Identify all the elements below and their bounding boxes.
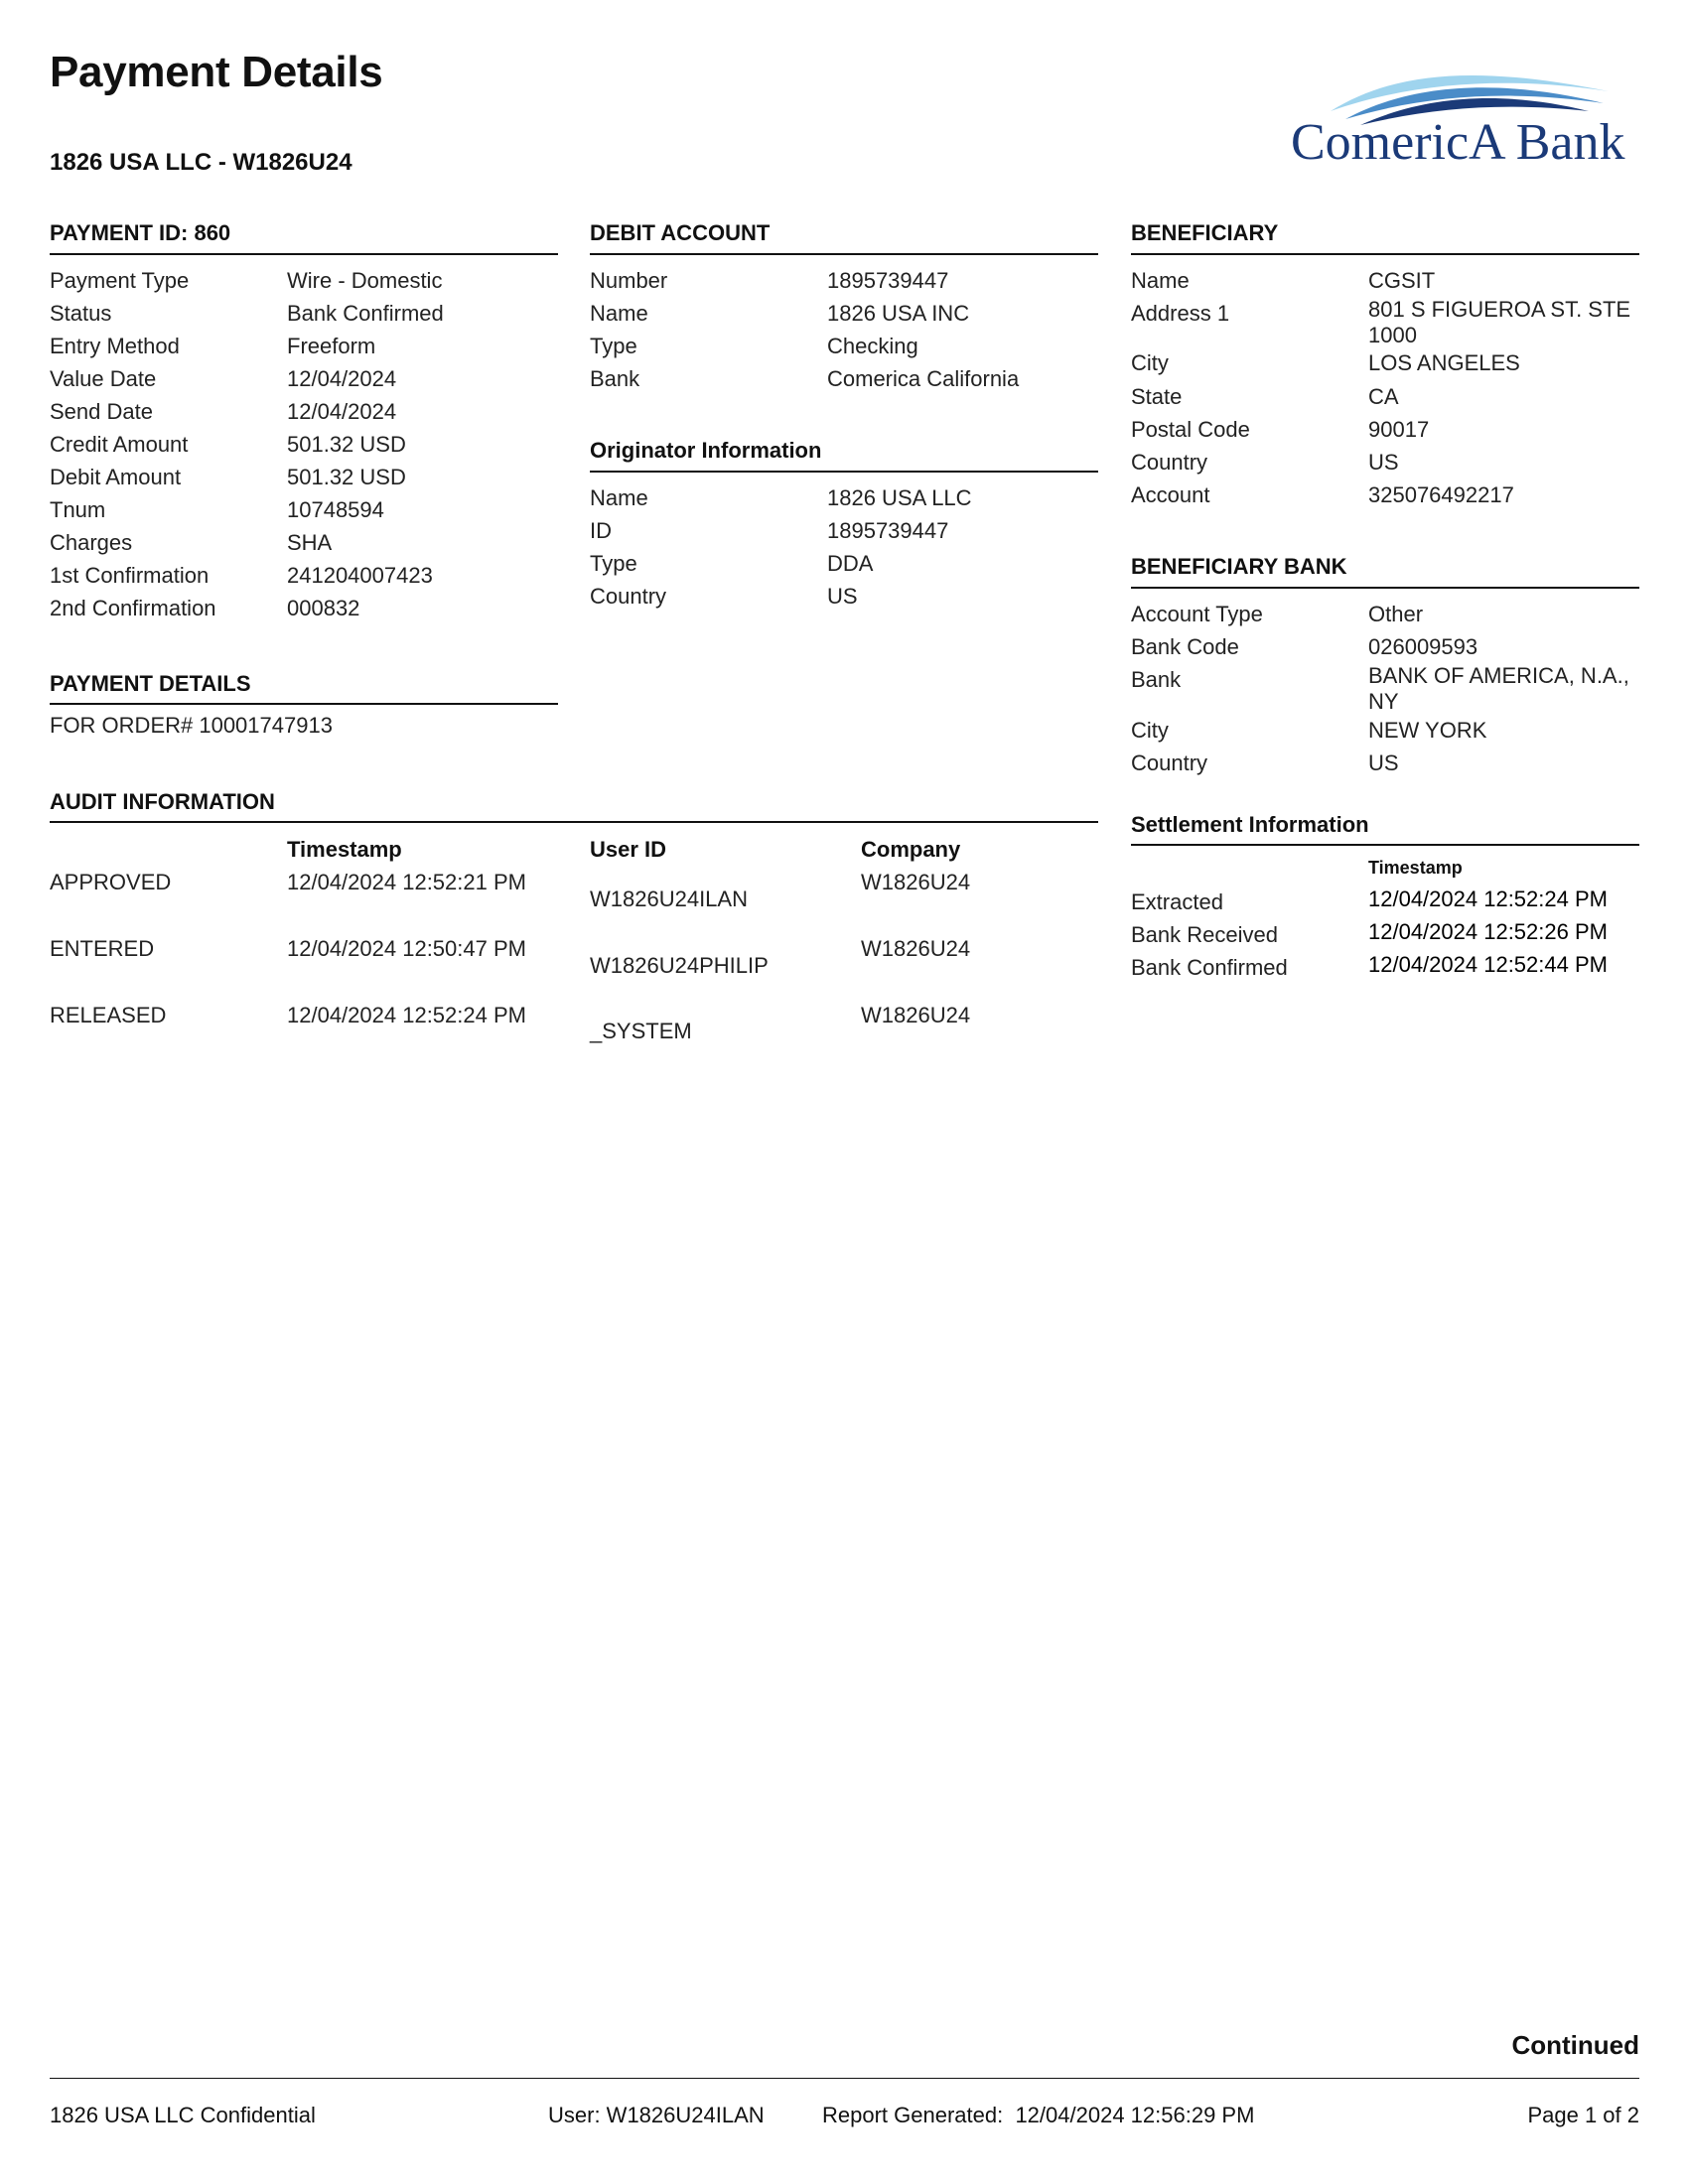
field-value: NEW YORK [1368, 718, 1487, 743]
field-label: Debit Amount [50, 465, 182, 489]
field-value: 1826 USA LLC [827, 485, 972, 510]
continued-label: Continued [1511, 2030, 1639, 2060]
field-value: US [1368, 450, 1399, 475]
field-label: 1st Confirmation [50, 563, 210, 588]
field-label: Charges [50, 530, 133, 555]
settlement-value: 12/04/2024 12:52:26 PM [1368, 919, 1608, 944]
field-value: US [827, 584, 858, 609]
settlement-header: Settlement Information [1131, 812, 1369, 837]
field-label: Address 1 [1131, 301, 1230, 326]
field-value: LOS ANGELES [1368, 350, 1520, 375]
field-label: Number [590, 268, 668, 293]
field-value: 241204007423 [287, 563, 433, 588]
field-value: 501.32 USD [287, 432, 406, 457]
originator-divider [590, 471, 1098, 473]
field-value: CGSIT [1368, 268, 1436, 293]
debit-account-header: DEBIT ACCOUNT [590, 220, 771, 245]
settlement-label: Bank Confirmed [1131, 955, 1288, 980]
field-value: 12/04/2024 [287, 399, 397, 424]
field-value: US [1368, 751, 1399, 775]
field-label: Tnum [50, 497, 106, 522]
beneficiary-header: BENEFICIARY [1131, 220, 1279, 245]
settlement-label: Extracted [1131, 889, 1223, 914]
settlement-divider [1131, 844, 1639, 846]
audit-col-timestamp: Timestamp [287, 837, 402, 862]
settlement-col-timestamp: Timestamp [1368, 858, 1463, 878]
field-value: 325076492217 [1368, 482, 1514, 507]
field-label: Name [590, 485, 648, 510]
audit-header: AUDIT INFORMATION [50, 789, 275, 814]
audit-company: W1826U24 [861, 870, 971, 894]
field-value: CA [1368, 384, 1399, 409]
settlement-label: Bank Received [1131, 922, 1278, 947]
settlement-value: 12/04/2024 12:52:44 PM [1368, 952, 1608, 977]
field-label: Country [590, 584, 667, 609]
field-value: Checking [827, 334, 918, 358]
field-value: 000832 [287, 596, 360, 620]
field-value: Comerica California [827, 366, 1020, 391]
footer-report-generated: Report Generated: 12/04/2024 12:56:29 PM [822, 2103, 1255, 2127]
footer-page-number: Page 1 of 2 [1527, 2103, 1639, 2127]
field-label: Value Date [50, 366, 157, 391]
field-value: 026009593 [1368, 634, 1478, 659]
field-value: BANK OF AMERICA, N.A., [1368, 663, 1629, 688]
field-label: Status [50, 301, 112, 326]
audit-timestamp: 12/04/2024 12:52:21 PM [287, 870, 526, 894]
beneficiary-divider [1131, 253, 1639, 255]
field-value: 10748594 [287, 497, 384, 522]
field-label: Bank Code [1131, 634, 1239, 659]
field-label: Payment Type [50, 268, 190, 293]
field-value: SHA [287, 530, 333, 555]
field-label: Credit Amount [50, 432, 189, 457]
field-value: 501.32 USD [287, 465, 406, 489]
audit-company: W1826U24 [861, 936, 971, 961]
field-value: NY [1368, 689, 1399, 714]
field-value: Wire - Domestic [287, 268, 443, 293]
field-label: Name [590, 301, 648, 326]
field-label: City [1131, 718, 1169, 743]
field-value: 12/04/2024 [287, 366, 397, 391]
settlement-value: 12/04/2024 12:52:24 PM [1368, 887, 1608, 911]
field-label: Account [1131, 482, 1210, 507]
field-value: Bank Confirmed [287, 301, 444, 326]
field-label: Postal Code [1131, 417, 1250, 442]
field-value: 90017 [1368, 417, 1430, 442]
audit-action: APPROVED [50, 870, 172, 894]
audit-company: W1826U24 [861, 1003, 971, 1027]
field-label: Type [590, 551, 637, 576]
payment-details-text: FOR ORDER# 10001747913 [50, 713, 333, 738]
field-value: 1826 USA INC [827, 301, 970, 326]
payment-details-header: PAYMENT DETAILS [50, 671, 251, 696]
field-label: Type [590, 334, 637, 358]
payment-id-divider [50, 253, 558, 255]
debit-account-divider [590, 253, 1098, 255]
field-value: 1895739447 [827, 518, 949, 543]
payment-details-divider [50, 703, 558, 705]
field-value: 1000 [1368, 323, 1417, 347]
field-label: Country [1131, 450, 1208, 475]
footer-confidential: 1826 USA LLC Confidential [50, 2103, 316, 2127]
field-label: Entry Method [50, 334, 180, 358]
field-value: 1895739447 [827, 268, 949, 293]
audit-col-company: Company [861, 837, 961, 862]
beneficiary-bank-header: BENEFICIARY BANK [1131, 554, 1347, 579]
footer-divider [50, 2078, 1639, 2079]
audit-timestamp: 12/04/2024 12:50:47 PM [287, 936, 526, 961]
audit-timestamp: 12/04/2024 12:52:24 PM [287, 1003, 526, 1027]
field-label: 2nd Confirmation [50, 596, 216, 620]
field-value: 801 S FIGUEROA ST. STE [1368, 297, 1631, 322]
originator-header: Originator Information [590, 438, 822, 463]
field-label: Name [1131, 268, 1190, 293]
field-value: DDA [827, 551, 874, 576]
field-label: Account Type [1131, 602, 1263, 626]
company-subtitle: 1826 USA LLC - W1826U24 [50, 149, 352, 176]
audit-action: ENTERED [50, 936, 155, 961]
field-value: Freeform [287, 334, 376, 358]
audit-divider [50, 821, 1098, 823]
field-label: City [1131, 350, 1169, 375]
audit-user: W1826U24PHILIP [590, 953, 769, 978]
footer-user: User: W1826U24ILAN [548, 2103, 765, 2127]
field-label: State [1131, 384, 1183, 409]
field-label: Bank [1131, 667, 1182, 692]
field-label: ID [590, 518, 612, 543]
field-value: Other [1368, 602, 1424, 626]
beneficiary-bank-divider [1131, 587, 1639, 589]
logo-wordmark: ComericA Bank [1291, 114, 1625, 169]
audit-user: W1826U24ILAN [590, 887, 748, 911]
field-label: Send Date [50, 399, 153, 424]
comerica-bank-logo [1291, 69, 1643, 169]
audit-user: _SYSTEM [590, 1019, 692, 1043]
field-label: Country [1131, 751, 1208, 775]
field-label: Bank [590, 366, 640, 391]
audit-action: RELEASED [50, 1003, 167, 1027]
payment-id-header: PAYMENT ID: 860 [50, 220, 231, 245]
audit-col-user: User ID [590, 837, 667, 862]
page-title: Payment Details [50, 48, 383, 96]
